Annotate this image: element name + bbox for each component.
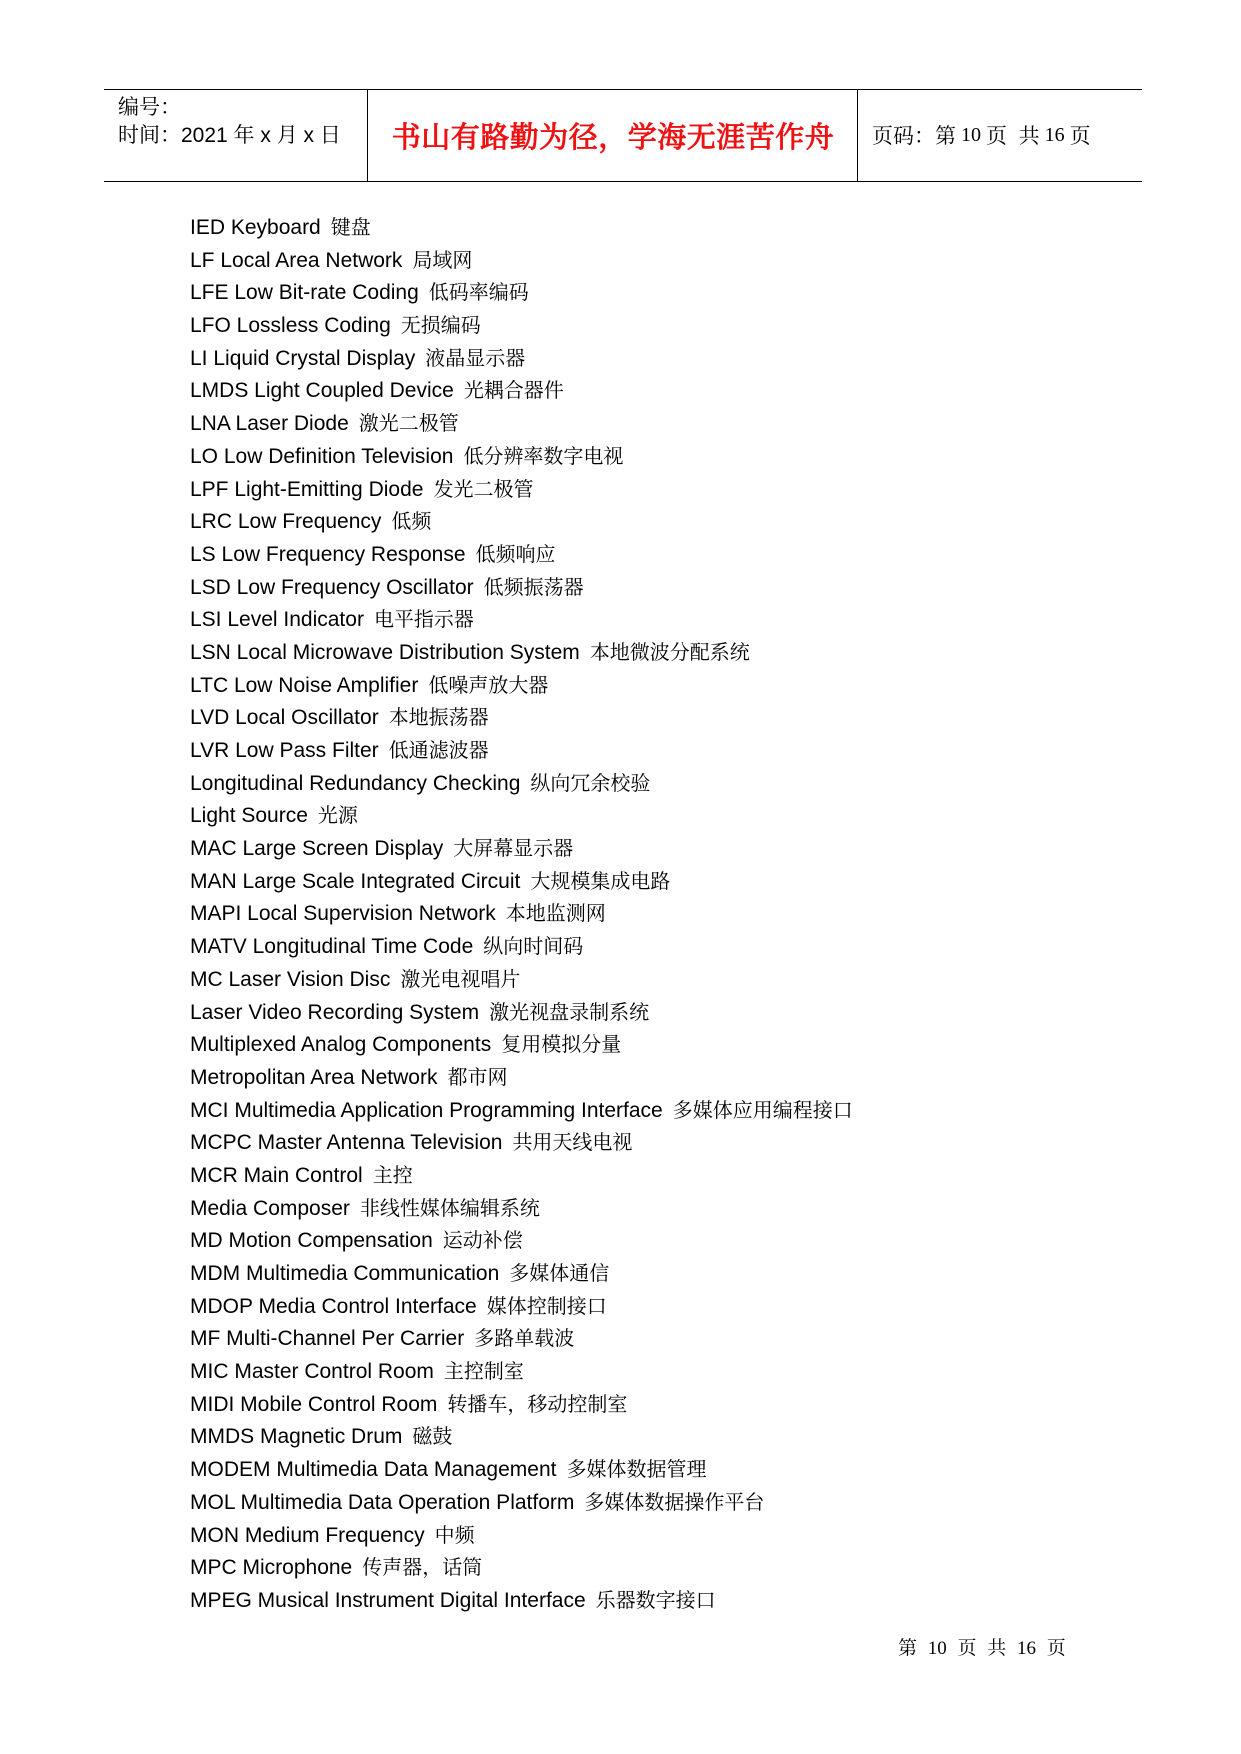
glossary-entry — [190, 1486, 1190, 1519]
entry-translation: 低分辨率数字电视 — [463, 443, 624, 468]
entry-translation: 激光二极管 — [358, 411, 459, 436]
glossary-entry — [190, 1094, 1190, 1127]
entry-translation: 纵向时间码 — [483, 934, 584, 959]
page-mid: 页 共 — [986, 125, 1040, 148]
entry-term: LI Liquid Crystal Display — [190, 346, 416, 370]
glossary-entry — [190, 538, 1190, 571]
entry-term: LNA Laser Diode — [190, 412, 349, 436]
entry-term: LS Low Frequency Response — [190, 542, 466, 566]
entry-term: MF Multi-Channel Per Carrier — [190, 1327, 465, 1351]
header-divider — [857, 90, 858, 181]
time-label: 时间：2021 年 x 月 x 日 — [118, 124, 341, 147]
glossary-entry — [190, 669, 1190, 702]
entry-translation: 键盘 — [330, 215, 371, 239]
entry-translation: 纵向冗余校验 — [530, 770, 651, 795]
glossary-entry — [190, 897, 1190, 930]
glossary-entry — [190, 1257, 1190, 1290]
glossary-entry — [190, 1126, 1190, 1159]
entry-term: LTC Low Noise Amplifier — [190, 673, 419, 697]
page-prefix: 页码：第 — [872, 125, 956, 148]
glossary-entry — [190, 1159, 1190, 1192]
glossary-entry — [190, 734, 1190, 767]
glossary-entry — [190, 996, 1190, 1029]
glossary-entry — [190, 1551, 1190, 1584]
entry-translation: 低码率编码 — [428, 280, 529, 305]
entry-term: LFO Lossless Coding — [190, 314, 391, 338]
entry-translation: 复用模拟分量 — [501, 1032, 622, 1057]
entry-term: MON Medium Frequency — [190, 1523, 425, 1547]
glossary-entry — [190, 244, 1190, 277]
entry-term: MPEG Musical Instrument Digital Interface — [190, 1588, 586, 1612]
entry-term: LF Local Area Network — [190, 248, 403, 272]
entry-translation: 局域网 — [412, 247, 473, 272]
entry-translation: 非线性媒体编辑系统 — [359, 1195, 540, 1220]
entry-translation: 低频 — [391, 509, 432, 534]
glossary-entry — [190, 1028, 1190, 1061]
entry-term: Multiplexed Analog Components — [190, 1033, 492, 1057]
entry-translation: 激光电视唱片 — [400, 966, 521, 991]
entry-term: MIC Master Control Room — [190, 1360, 434, 1384]
entry-term: MDM Multimedia Communication — [190, 1262, 500, 1285]
entry-translation: 液晶显示器 — [425, 345, 526, 370]
entry-translation: 媒体控制接口 — [486, 1293, 607, 1318]
entry-term: Longitudinal Redundancy Checking — [190, 771, 521, 795]
entry-term: MCR Main Control — [190, 1163, 363, 1187]
entry-term: Media Composer — [190, 1196, 350, 1220]
glossary-entry — [190, 1290, 1190, 1323]
page-suffix: 页 — [1069, 125, 1091, 148]
entry-term: MODEM Multimedia Data Management — [190, 1458, 557, 1482]
page-header — [104, 89, 1142, 182]
header-page-number — [872, 90, 1091, 180]
glossary-entry — [190, 701, 1190, 734]
page-footer: 第 10 页 共 16 页 — [898, 1638, 1066, 1659]
entry-term: LVD Local Oscillator — [190, 706, 379, 730]
entry-translation: 低噪声放大器 — [428, 672, 549, 697]
glossary-list — [190, 211, 1190, 1617]
entry-translation: 低频响应 — [475, 541, 556, 566]
glossary-entry — [190, 1519, 1190, 1552]
entry-translation: 转播车，移动控制室 — [447, 1391, 628, 1416]
entry-translation: 发光二极管 — [433, 476, 534, 501]
header-motto: 书山有路勤为径，学海无涯苦作舟 — [391, 119, 835, 154]
glossary-entry — [190, 1224, 1190, 1257]
entry-term: MC Laser Vision Disc — [190, 967, 391, 991]
glossary-entry — [190, 1192, 1190, 1225]
entry-translation: 多媒体应用编程接口 — [672, 1097, 853, 1122]
glossary-entry — [190, 1061, 1190, 1094]
glossary-entry — [190, 1388, 1190, 1421]
glossary-entry — [190, 799, 1190, 832]
entry-translation: 光源 — [317, 803, 358, 828]
entry-translation: 本地微波分配系统 — [589, 639, 750, 664]
glossary-entry — [190, 505, 1190, 538]
entry-term: LPF Light-Emitting Diode — [190, 477, 424, 501]
header-divider — [367, 90, 368, 181]
entry-term: MDOP Media Control Interface — [190, 1294, 477, 1318]
glossary-entry — [190, 1453, 1190, 1486]
header-meta — [118, 94, 358, 150]
glossary-entry — [190, 832, 1190, 865]
entry-term: LMDS Light Coupled Device — [190, 379, 454, 403]
entry-term: Metropolitan Area Network — [190, 1065, 438, 1089]
entry-translation: 大规模集成电路 — [530, 868, 671, 893]
entry-translation: 运动补偿 — [442, 1228, 523, 1253]
entry-term: MAPI Local Supervision Network — [190, 902, 496, 926]
entry-term: IED Keyboard — [190, 216, 321, 239]
glossary-entry — [190, 571, 1190, 604]
entry-term: MAC Large Screen Display — [190, 837, 444, 861]
entry-translation: 多媒体数据管理 — [566, 1457, 707, 1482]
entry-translation: 多媒体数据操作平台 — [584, 1489, 765, 1514]
entry-translation: 主控制室 — [443, 1359, 524, 1384]
entry-term: MAN Large Scale Integrated Circuit — [190, 869, 521, 893]
entry-term: LFE Low Bit-rate Coding — [190, 281, 419, 305]
entry-translation: 电平指示器 — [373, 607, 474, 632]
entry-translation: 无损编码 — [400, 313, 481, 338]
entry-translation: 大屏幕显示器 — [453, 836, 574, 861]
entry-term: LSI Level Indicator — [190, 608, 364, 632]
glossary-entry — [190, 309, 1190, 342]
entry-translation: 乐器数字接口 — [595, 1587, 716, 1612]
entry-term: MPC Microphone — [190, 1556, 353, 1580]
glossary-entry — [190, 767, 1190, 800]
glossary-entry — [190, 930, 1190, 963]
entry-term: LSD Low Frequency Oscillator — [190, 575, 474, 599]
entry-translation: 本地振荡器 — [388, 705, 489, 730]
entry-translation: 多路单载波 — [474, 1326, 575, 1351]
glossary-entry — [190, 407, 1190, 440]
entry-translation: 光耦合器件 — [463, 378, 564, 403]
entry-term: MIDI Mobile Control Room — [190, 1392, 438, 1416]
entry-term: MMDS Magnetic Drum — [190, 1425, 403, 1449]
entry-term: Light Source — [190, 804, 308, 828]
entry-term: MCPC Master Antenna Television — [190, 1131, 503, 1155]
entry-translation: 低通滤波器 — [388, 738, 489, 762]
glossary-entry — [190, 374, 1190, 407]
entry-translation: 传声器，话筒 — [362, 1555, 483, 1580]
glossary-entry — [190, 211, 1190, 244]
entry-term: LSN Local Microwave Distribution System — [190, 640, 580, 664]
serial-label: 编号： — [118, 96, 181, 119]
glossary-entry — [190, 342, 1190, 375]
page-current: 10 — [961, 123, 981, 146]
entry-translation: 中频 — [434, 1522, 475, 1547]
entry-translation: 主控 — [372, 1162, 413, 1187]
entry-translation: 都市网 — [447, 1064, 508, 1089]
glossary-entry — [190, 440, 1190, 473]
entry-term: MOL Multimedia Data Operation Platform — [190, 1490, 575, 1514]
entry-term: MCI Multimedia Application Programming Interface — [190, 1098, 663, 1122]
glossary-entry — [190, 636, 1190, 669]
glossary-entry — [190, 1420, 1190, 1453]
glossary-entry — [190, 865, 1190, 898]
entry-translation: 多媒体通信 — [509, 1261, 610, 1285]
glossary-entry — [190, 1355, 1190, 1388]
glossary-entry — [190, 1322, 1190, 1355]
glossary-entry — [190, 963, 1190, 996]
entry-term: LRC Low Frequency — [190, 510, 382, 534]
glossary-entry — [190, 603, 1190, 636]
glossary-entry — [190, 1584, 1190, 1617]
entry-term: LVR Low Pass Filter — [190, 739, 379, 762]
entry-term: MD Motion Compensation — [190, 1229, 433, 1253]
entry-term: LO Low Definition Television — [190, 444, 454, 468]
entry-translation: 低频振荡器 — [483, 574, 584, 599]
entry-translation: 激光视盘录制系统 — [489, 999, 650, 1024]
entry-translation: 共用天线电视 — [512, 1130, 633, 1155]
entry-term: MATV Longitudinal Time Code — [190, 935, 474, 959]
entry-translation: 本地监测网 — [505, 901, 606, 926]
glossary-entry — [190, 276, 1190, 309]
page-total: 16 — [1044, 123, 1065, 146]
glossary-entry — [190, 473, 1190, 506]
entry-translation: 磁鼓 — [412, 1424, 453, 1449]
entry-term: Laser Video Recording System — [190, 1000, 480, 1024]
